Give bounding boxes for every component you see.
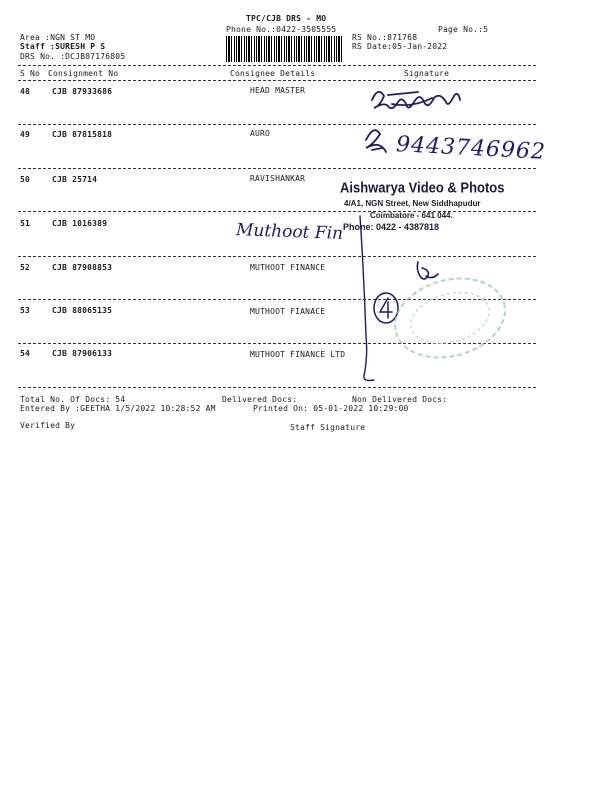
faint-round-seal	[386, 267, 514, 369]
stamp-address-line2: Coimbatore - 641 044.	[370, 211, 453, 220]
column-header-signature: Signature	[404, 69, 450, 78]
column-header-consignee: Consignee Details	[230, 69, 316, 78]
row-sno: 49	[20, 130, 31, 139]
row-consignment: CJB 87906133	[52, 349, 113, 358]
signature-row-48	[372, 92, 460, 108]
non-delivered-docs: Non Delivered Docs:	[352, 395, 448, 404]
handwritten-name-note: Muthoot Fin	[235, 220, 344, 244]
stamp-address-line1: 4/A1, NGN Street, New Siddhapudur	[344, 199, 481, 208]
phone-number: Phone No.:0422-3505555	[226, 25, 337, 34]
entered-by: Entered By :GEETHA 1/5/2022 10:28:52 AM	[20, 404, 216, 413]
area-field: Area :NGN ST MO	[20, 33, 96, 42]
row-consignee: MUTHOOT FIANACE	[250, 307, 326, 316]
staff-signature-label: Staff Signature	[290, 423, 366, 432]
handwritten-phone-number: 9443746962	[395, 132, 547, 165]
page-number: Page No.:5	[438, 25, 489, 34]
signature-row-49	[366, 130, 386, 152]
stamp-phone: Phone: 0422 - 4387818	[343, 222, 440, 232]
row-sno: 50	[20, 175, 31, 184]
row-sno: 48	[20, 87, 31, 96]
row-consignment: CJB 25714	[52, 175, 98, 184]
row-consignee: RAVISHANKAR	[250, 174, 306, 183]
row-sno: 53	[20, 306, 31, 315]
row-sno: 52	[20, 263, 31, 272]
column-header-consignment: Consignment No	[48, 69, 119, 78]
stamp-shop-name: Aishwarya Video & Photos	[340, 179, 505, 196]
pen-stroke-line	[360, 216, 374, 381]
staff-field: Staff :SURESH P S	[20, 42, 106, 51]
row-consignee: HEAD MASTER	[250, 86, 306, 95]
row-consignment: CJB 87908853	[52, 263, 113, 272]
printed-on: Printed On: 05-01-2022 10:29:00	[253, 404, 409, 413]
row-consignee: MUTHOOT FINANCE LTD	[250, 350, 346, 359]
circled-number-mark	[374, 293, 398, 323]
row-consignee: AURO	[250, 129, 271, 138]
drs-number: DRS No. :DCJB87176805	[20, 52, 126, 61]
row-consignment: CJB 87933686	[52, 87, 113, 96]
row-sno: 51	[20, 219, 31, 228]
row-consignee: MUTHOOT FINANCE	[250, 263, 326, 272]
total-docs: Total No. Of Docs: 54	[20, 395, 126, 404]
row-sno: 54	[20, 349, 31, 358]
delivered-docs: Delivered Docs:	[222, 395, 298, 404]
column-header-sno: S No	[20, 69, 41, 78]
signature-row-52	[417, 262, 438, 279]
rs-date: RS Date:05-Jan-2022	[352, 42, 448, 51]
verified-by: Verified By	[20, 421, 76, 430]
row-consignment: CJB 87815818	[52, 130, 113, 139]
row-consignment: CJB 1016389	[52, 219, 108, 228]
document-title: TPC/CJB DRS - MO	[246, 14, 327, 23]
rs-number: RS No.:871768	[352, 33, 418, 42]
row-consignment: CJB 88065135	[52, 306, 113, 315]
